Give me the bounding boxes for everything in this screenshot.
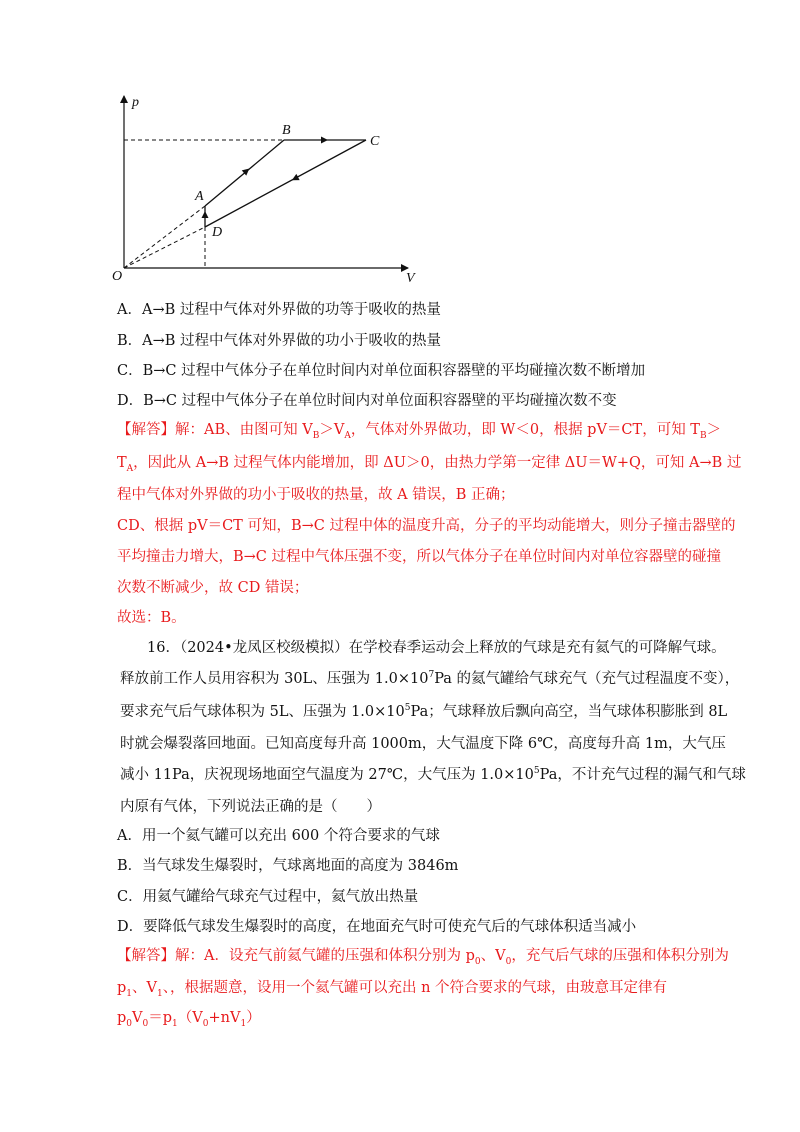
dashed-line-o-a: [124, 206, 205, 268]
q16-stem-line-2: 释放前工作人员用容积为 30L、压强为 $1.0\times 10^7Pa$ 的氦气罐给气球充气（充气过程温度不变），: [120, 670, 740, 687]
q16-option-a: A．用一个氦气罐可以充出 600 个符合要求的气球: [117, 828, 440, 844]
q15-answer-line-6: 次数不断减少，故 CD 错误；: [117, 580, 309, 596]
arrow-b-c-icon: [321, 137, 328, 144]
q15-answer-line-1: 【解答】解：AB、由图可知 $V_B>V_A$，气体对外界做功，即 W＜0，根据 pV＝CT，可知 $T_B>$: [117, 422, 722, 441]
q16-answer-line-2: $p_1$、$V_1$、，根据题意，设用一个氦气罐可以充出 n 个符合要求的气球，由玻意耳定律有: [117, 980, 668, 999]
axis-label-v: V: [406, 271, 415, 286]
q15-option-a: A．A→B 过程中气体对外界做的功等于吸收的热量: [117, 302, 441, 318]
q16-stem-line-4: 时就会爆裂落回地面。已知高度每升高 1000m，大气温度下降 6℃，高度每升高 1m，大气压: [120, 736, 726, 752]
point-label-a: A: [195, 189, 204, 204]
q15-answer-line-5: 平均撞击力增大，B→C 过程中气体压强不变，所以气体分子在单位时间内对单位容器壁的碰撞: [117, 549, 722, 565]
q15-option-d: D．B→C 过程中气体分子在单位时间内对单位面积容器壁的平均碰撞次数不变: [117, 393, 617, 409]
q16-option-b: B．当气球发生爆裂时，气球离地面的高度为 3846m: [117, 858, 459, 874]
answer-label: 【解答】: [117, 422, 175, 438]
q15-option-b: B．A→B 过程中气体对外界做的功小于吸收的热量: [117, 333, 442, 349]
q15-answer-line-2: $T_A$，因此从 A→B 过程气体内能增加，即 ΔU＞0，由热力学第一定律 ΔU＝W+Q，可知 A→B 过: [117, 455, 742, 474]
q16-stem-line-6: 内原有气体，下列说法正确的是（ ）: [120, 799, 381, 815]
q16-stem-line-5: 减小 11Pa，庆祝现场地面空气温度为 27℃，大气压为 $1.0\times 10^5Pa$，不计充气过程的漏气和气球: [120, 766, 746, 783]
point-label-b: B: [282, 123, 291, 138]
dashed-line-o-d: [124, 227, 205, 268]
q16-stem-line-1: 16．（2024•龙凤区校级模拟）在学校春季运动会上释放的气球是充有氦气的可降解气球。: [147, 640, 726, 656]
answer-label: 【解答】: [117, 948, 175, 964]
q16-option-d: D．要降低气球发生爆裂时的高度，在地面充气时可使充气后的气球体积适当减小: [117, 919, 637, 935]
arrow-d-a-icon: [202, 211, 209, 218]
q16-option-c: C．用氦气罐给气球充气过程中，氦气放出热量: [117, 889, 419, 905]
q15-answer-line-4: CD、根据 pV＝CT 可知，B→C 过程中体的温度升高，分子的平均动能增大，则分子撞击器壁的: [117, 518, 736, 534]
q15-answer-line-3: 程中气体对外界做的功小于吸收的热量，故 A 错误，B 正确；: [117, 487, 515, 503]
axis-label-p: p: [132, 95, 139, 110]
q15-option-c: C．B→C 过程中气体分子在单位时间内对单位面积容器壁的平均碰撞次数不断增加: [117, 363, 646, 379]
process-c-d: [205, 140, 366, 227]
pv-diagram: [108, 88, 428, 288]
q16-stem-line-3: 要求充气后气球体积为 5L、压强为 $1.0\times 10^5Pa$；气球释放后飘向高空，当气球体积膨胀到 8L: [120, 703, 728, 720]
origin-label: O: [112, 269, 123, 284]
q16-answer-line-1: 【解答】解：A．设充气前氦气罐的压强和体积分别为 $p_0$、$V_0$，充气后气球的压强和体积分别为: [117, 948, 729, 967]
q15-answer-line-7: 故选：B。: [117, 610, 186, 626]
point-label-c: C: [370, 134, 380, 149]
arrow-c-d-icon: [290, 174, 299, 183]
q16-answer-line-3: $p_0V_0=p_1(V_0+nV_1)$: [117, 1010, 261, 1029]
point-label-d: D: [212, 225, 223, 240]
